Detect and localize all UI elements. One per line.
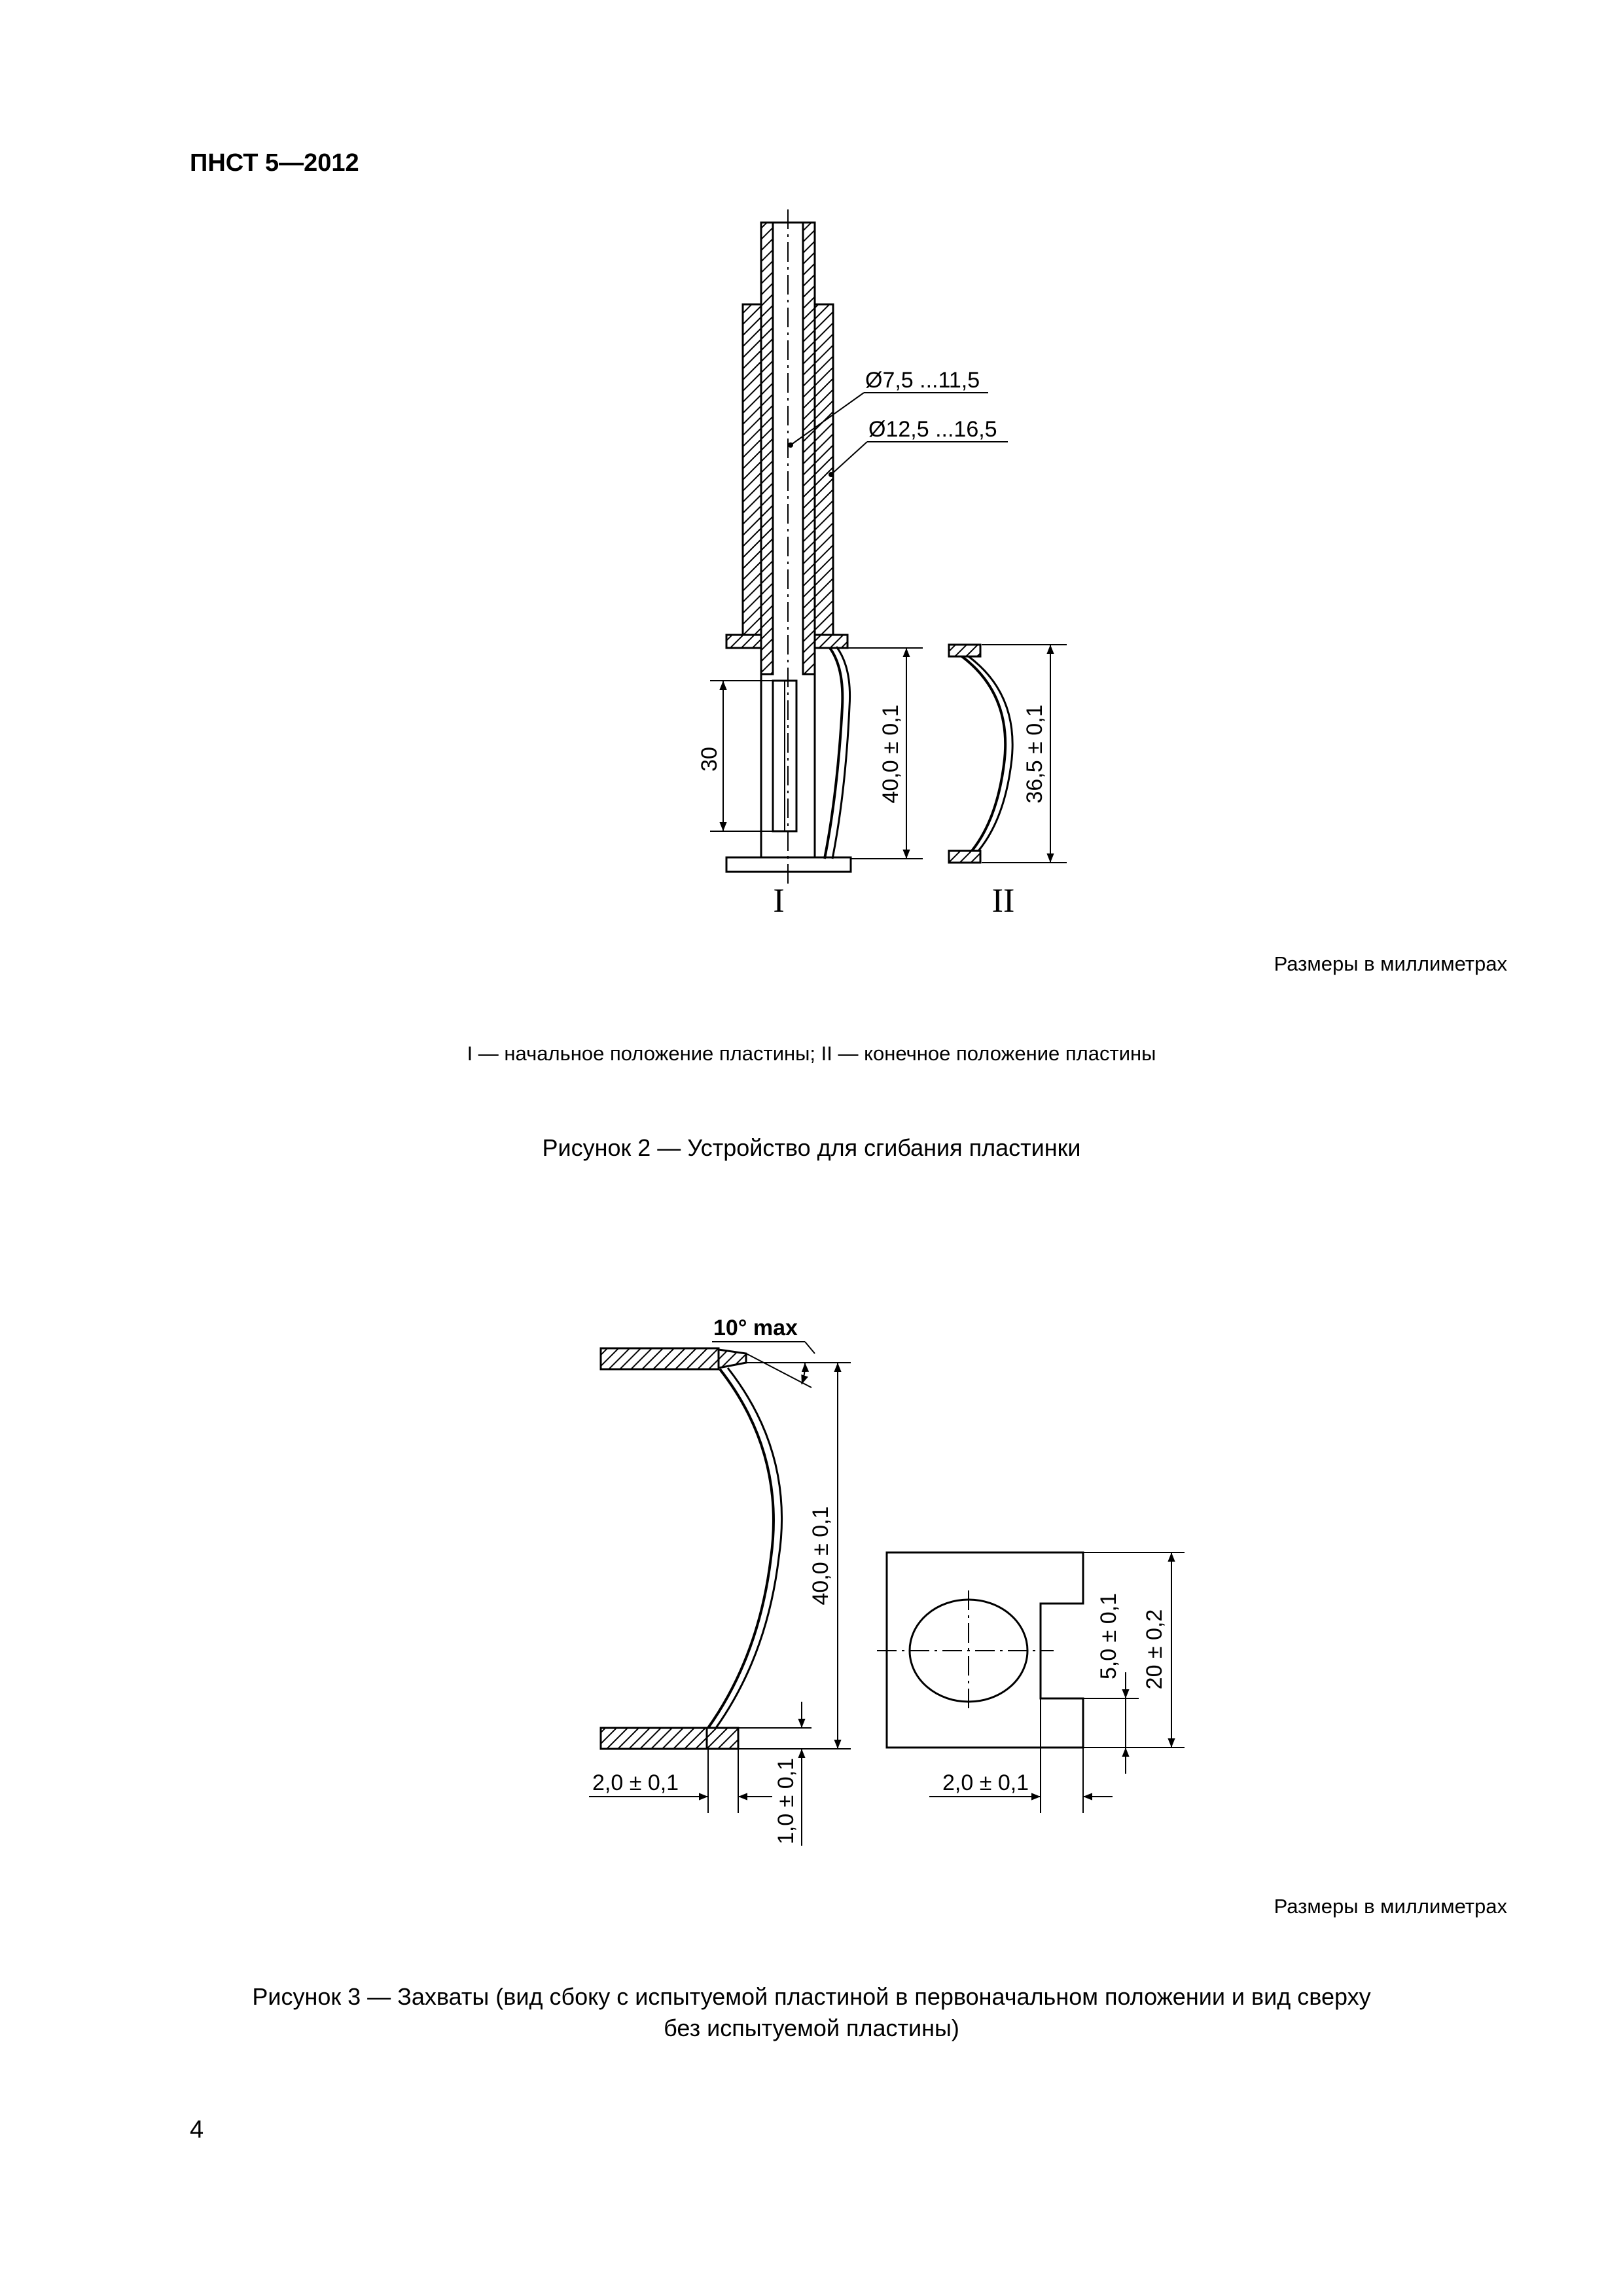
grip-depth-top-label: 2,0 ± 0,1	[942, 1770, 1029, 1795]
insert-length-label: 30	[697, 747, 722, 772]
figure-2-legend: I — начальное положение пластины; II — конечное положение пластины	[467, 1042, 1156, 1065]
figure-3-units-note: Размеры в миллиметрах	[1274, 1895, 1507, 1918]
document-code: ПНСТ 5—2012	[190, 149, 359, 177]
position-initial-label: I	[773, 882, 785, 920]
position-final-label: II	[991, 882, 1015, 920]
slot-width-label: 5,0 ± 0,1	[1096, 1592, 1121, 1680]
page-number: 4	[190, 2116, 204, 2144]
inner-diameter-label: Ø7,5 ...11,5	[865, 368, 980, 393]
plate-thickness-label: 1,0 ± 0,1	[774, 1757, 798, 1845]
figure-3-caption-line2: без испытуемой пластины)	[664, 2015, 959, 2041]
clamp-width-label: 20 ± 0,2	[1142, 1609, 1167, 1690]
plate-height-final-label: 36,5 ± 0,1	[1022, 704, 1047, 804]
plate-height-initial-label: 40,0 ± 0,1	[878, 704, 903, 804]
clamp-gap-label: 40,0 ± 0,1	[808, 1506, 833, 1605]
figure-3-caption-line1: Рисунок 3 — Захваты (вид сбоку с испытуемой пластиной в первоначальном положении и вид сверху	[252, 1983, 1371, 2010]
clamp-side-view	[601, 1348, 782, 1749]
angle-label: 10° max	[713, 1316, 798, 1340]
figure-2-units-note: Размеры в миллиметрах	[1274, 952, 1507, 975]
outer-diameter-label: Ø12,5 ...16,5	[868, 417, 997, 442]
figure-2-caption: Рисунок 2 — Устройство для сгибания пластинки	[542, 1134, 1081, 1161]
grip-depth-side-label: 2,0 ± 0,1	[592, 1770, 679, 1795]
